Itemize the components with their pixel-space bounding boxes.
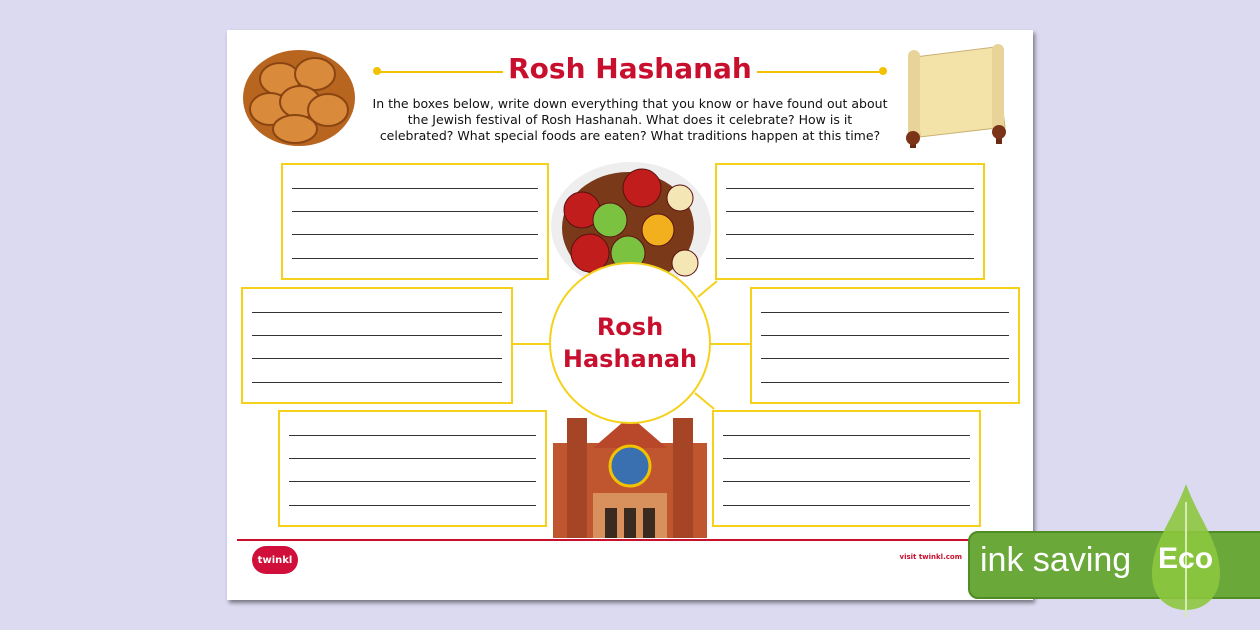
title-rule-left	[377, 71, 503, 73]
title-dot-right	[879, 67, 887, 75]
writing-line	[726, 258, 974, 259]
writing-line	[292, 234, 538, 235]
writing-box-bottom-right[interactable]	[712, 410, 981, 527]
writing-line	[292, 211, 538, 212]
writing-line	[289, 481, 536, 482]
writing-line	[289, 505, 536, 506]
twinkl-logo: twinkl	[252, 546, 298, 574]
instructions: In the boxes below, write down everything that you know or have found out about the Jewish festival of Rosh Hashanah. What does it celebrate? How is it celebrated? What special foods are eaten? What traditions happen at this time?	[372, 96, 888, 143]
writing-line	[723, 505, 970, 506]
center-topic-circle	[549, 262, 711, 424]
center-title-line2: Hashanah	[562, 345, 698, 373]
badge-text: ink saving	[980, 541, 1132, 579]
connector	[709, 343, 750, 345]
footer-link[interactable]: visit twinkl.com	[899, 553, 962, 561]
writing-line	[723, 435, 970, 436]
title-rule-right	[757, 71, 883, 73]
writing-box-bottom-left[interactable]	[278, 410, 547, 527]
writing-box-middle-right[interactable]	[750, 287, 1020, 404]
writing-box-top-right[interactable]	[715, 163, 985, 280]
writing-box-middle-left[interactable]	[241, 287, 513, 404]
writing-line	[252, 382, 502, 383]
page-title: Rosh Hashanah	[508, 52, 752, 85]
connector	[513, 343, 551, 345]
eco-leaf-icon	[1150, 482, 1222, 617]
writing-line	[726, 188, 974, 189]
writing-line	[252, 312, 502, 313]
eco-label: Eco	[1158, 542, 1214, 575]
writing-line	[761, 382, 1009, 383]
writing-line	[292, 188, 538, 189]
writing-line	[252, 358, 502, 359]
footer-divider	[237, 539, 1027, 541]
writing-line	[723, 458, 970, 459]
writing-line	[726, 211, 974, 212]
title-dot-left	[373, 67, 381, 75]
writing-line	[252, 335, 502, 336]
writing-line	[761, 335, 1009, 336]
writing-line	[292, 258, 538, 259]
synagogue-image	[553, 408, 707, 538]
writing-line	[761, 358, 1009, 359]
center-title-line1: Rosh	[596, 313, 664, 341]
writing-line	[289, 435, 536, 436]
writing-box-top-left[interactable]	[281, 163, 549, 280]
writing-line	[723, 481, 970, 482]
writing-line	[761, 312, 1009, 313]
writing-line	[726, 234, 974, 235]
writing-line	[289, 458, 536, 459]
